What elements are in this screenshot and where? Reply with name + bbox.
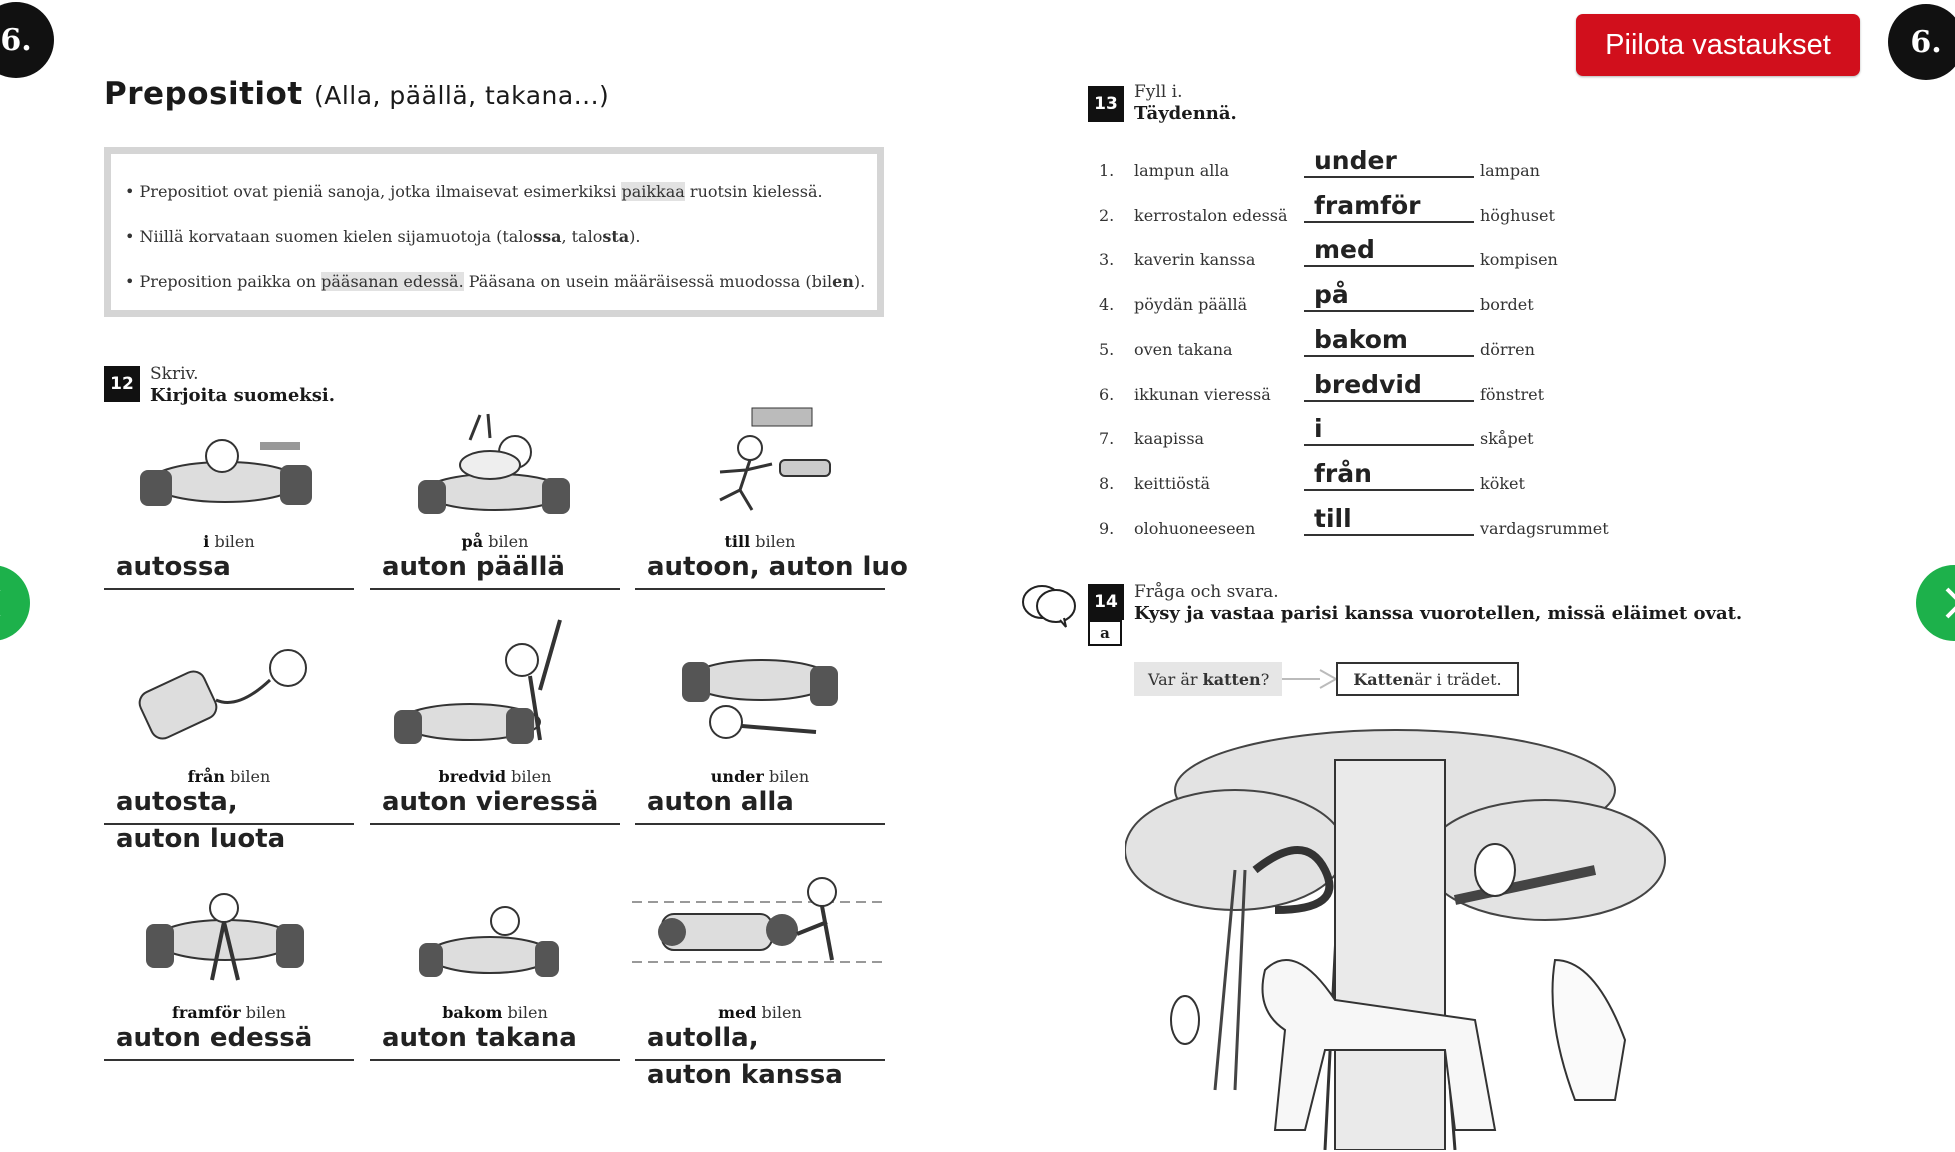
exercise-13-finnish: kaapissa (1134, 429, 1205, 449)
tree-animals-illustration (1125, 720, 1685, 1150)
exercise-13-swedish: vardagsrummet (1480, 518, 1609, 538)
car-illustration-framfor (140, 890, 310, 990)
exercise-13-finnish: pöydän päällä (1134, 295, 1248, 315)
answer-bold: Katten (1353, 669, 1415, 689)
title-subtitle: (Alla, päällä, takana...) (313, 81, 610, 110)
info-box (104, 147, 884, 317)
noun: bilen (502, 1003, 548, 1022)
exercise-13-finnish: ikkunan vieressä (1134, 384, 1271, 404)
exercise-12-number: 12 (104, 366, 140, 402)
exercise-13-swedish: skåpet (1480, 429, 1534, 449)
exercise-13-swedish: bordet (1480, 295, 1534, 315)
info-text: ). (629, 227, 641, 246)
preposition: bredvid (438, 767, 507, 786)
noun: bilen (756, 1003, 802, 1022)
info-text: ruotsin kielessä. (684, 182, 823, 201)
exercise-13-answer: till (1314, 503, 1352, 533)
exercise-13-finnish: olohuoneeseen (1134, 518, 1256, 538)
exercise-12-caption (635, 1003, 885, 1022)
exercise-13-row-number: 5. (1099, 339, 1115, 359)
info-bold: ssa (533, 227, 562, 246)
exercise-12-instruction-sv: Skriv. (150, 364, 199, 384)
exercise-12-answer: auton vieressä (382, 787, 599, 817)
exercise-13-answer: från (1314, 458, 1372, 488)
exercise-13-swedish: dörren (1480, 339, 1535, 359)
preposition: från (187, 767, 225, 786)
exercise-13-answer: på (1314, 280, 1349, 310)
answer-underline (1304, 444, 1474, 446)
noun: bilen (763, 767, 810, 786)
car-illustration-i (130, 420, 320, 520)
info-text: ). (853, 272, 866, 291)
preposition: under (710, 767, 764, 786)
exercise-12-answer: autosta, (116, 787, 238, 817)
dialog-arrow-icon (1282, 668, 1338, 690)
discussion-bubbles-icon (1020, 582, 1078, 628)
exercise-13-row-number: 9. (1099, 518, 1115, 538)
preposition: framför (172, 1003, 241, 1022)
chapter-label: 6. (0, 22, 32, 58)
exercise-13-finnish: keittiöstä (1134, 473, 1211, 493)
exercise-13-finnish: oven takana (1134, 339, 1233, 359)
exercise-13-instruction-fi: Täydennä. (1134, 103, 1237, 124)
exercise-14-number: 14 (1088, 584, 1124, 620)
exercise-12-caption (104, 532, 354, 551)
answer-underline (1304, 400, 1474, 402)
preposition: bakom (442, 1003, 503, 1022)
exercise-13-swedish: höghuset (1480, 205, 1555, 225)
exercise-12-caption (104, 1003, 354, 1022)
exercise-13-row-number: 8. (1099, 473, 1115, 493)
exercise-13-row-number: 1. (1099, 161, 1115, 180)
answer-underline (1304, 489, 1474, 491)
exercise-13-finnish: kaverin kanssa (1134, 250, 1256, 270)
exercise-14-instruction-sv: Fråga och svara. (1134, 582, 1279, 602)
exercise-13-row-number: 6. (1099, 384, 1115, 404)
answer-underline (104, 588, 354, 590)
noun: bilen (750, 532, 796, 551)
noun: bilen (209, 532, 255, 551)
page-title (104, 76, 609, 112)
answer-underline (1304, 355, 1474, 357)
answer-underline (104, 1059, 354, 1061)
exercise-13-answer: med (1314, 235, 1375, 265)
car-illustration-till (680, 400, 850, 520)
info-line-3 (125, 272, 865, 291)
exercise-14-instruction-fi: Kysy ja vastaa parisi kanssa vuorotellen, missä eläimet ovat. (1134, 603, 1743, 624)
exercise-13-swedish: köket (1480, 473, 1525, 493)
answer-underline (370, 1059, 620, 1061)
exercise-12-caption (370, 767, 620, 786)
exercise-13-finnish: lampun alla (1134, 161, 1230, 180)
info-bold: sta (602, 227, 630, 246)
info-text: Pääsana on usein määräisessä muodossa (bil (463, 272, 833, 291)
exercise-13-swedish: lampan (1480, 161, 1540, 180)
next-page-button[interactable] (1916, 565, 1955, 641)
chevron-left-icon (0, 583, 7, 623)
exercise-12-answer: autoon, auton luo (647, 552, 908, 582)
car-illustration-under (676, 640, 846, 750)
exercise-13-number: 13 (1088, 86, 1124, 122)
exercise-12-answer: autossa (116, 552, 231, 582)
exercise-13-row-number: 7. (1099, 429, 1115, 449)
info-bold: en (832, 272, 854, 291)
info-text: • Niillä korvataan suomen kielen sijamuotoja (talo (125, 227, 534, 246)
info-line-2 (125, 227, 640, 246)
answer-underline (1304, 265, 1474, 267)
preposition: med (718, 1003, 757, 1022)
preposition: till (724, 532, 751, 551)
answer-underline (1304, 310, 1474, 312)
car-illustration-pa (410, 410, 580, 520)
answer-underline (635, 823, 885, 825)
exercise-13-answer: i (1314, 414, 1323, 444)
noun: bilen (224, 767, 271, 786)
exercise-14-subpart: a (1088, 620, 1122, 646)
exercise-13-answer: bredvid (1314, 369, 1422, 399)
answer-underline (635, 588, 885, 590)
exercise-13-answer: framför (1314, 190, 1421, 220)
example-question (1134, 662, 1282, 696)
chapter-badge-left (0, 2, 54, 78)
exercise-12-answer: auton takana (382, 1023, 577, 1053)
car-illustration-bredvid (390, 610, 590, 750)
exercise-12-answer: auton päällä (382, 552, 565, 582)
previous-page-button[interactable] (0, 565, 30, 641)
answer-underline (1304, 176, 1474, 178)
car-illustration-fran (138, 640, 318, 750)
exercise-12-caption (370, 532, 620, 551)
exercise-13-row-number: 3. (1099, 250, 1115, 270)
info-highlight: paikkaa (621, 182, 685, 201)
info-text: , talo (561, 227, 603, 246)
answer-underline (370, 588, 620, 590)
chevron-right-icon (1939, 583, 1955, 623)
info-text: • Preposition paikka on (125, 272, 322, 291)
exercise-13-instruction-sv: Fyll i. (1134, 82, 1183, 102)
car-illustration-med (632, 862, 888, 990)
answer-underline (1304, 534, 1474, 536)
exercise-12-answer: auton edessä (116, 1023, 313, 1053)
answer-text: är i trädet. (1414, 669, 1502, 689)
exercise-12-caption (635, 532, 885, 551)
car-illustration-bakom (415, 895, 565, 990)
preposition: på (461, 532, 484, 551)
question-mark: ? (1260, 669, 1270, 689)
noun: bilen (483, 532, 529, 551)
chapter-badge-right (1888, 4, 1955, 80)
exercise-12-caption (370, 1003, 620, 1022)
hide-answers-button[interactable]: Piilota vastaukset (1576, 14, 1860, 76)
question-bold: katten (1202, 669, 1261, 689)
info-highlight: pääsanan edessä. (321, 272, 464, 291)
exercise-12-answer: autolla, (647, 1023, 759, 1053)
answer-underline (370, 823, 620, 825)
exercise-13-row-number: 4. (1099, 295, 1115, 315)
question-text: Var är (1148, 669, 1198, 689)
noun: bilen (506, 767, 552, 786)
noun: bilen (240, 1003, 286, 1022)
info-line-1 (125, 182, 823, 201)
example-answer (1336, 662, 1519, 696)
exercise-13-answer: under (1314, 146, 1397, 175)
preposition: i (203, 532, 210, 551)
info-text: • Prepositiot ovat pieniä sanoja, jotka ilmaisevat esimerkiksi (125, 182, 622, 201)
exercise-12-instruction-fi: Kirjoita suomeksi. (150, 385, 336, 406)
exercise-12-caption (104, 767, 354, 786)
exercise-12-answer-line2: auton luota (116, 824, 286, 854)
title-main: Prepositiot (104, 76, 303, 112)
answer-underline (1304, 221, 1474, 223)
exercise-13-swedish: fönstret (1480, 384, 1545, 404)
exercise-12-caption (635, 767, 885, 786)
exercise-12-answer: auton alla (647, 787, 794, 817)
exercise-12-answer-line2: auton kanssa (647, 1060, 843, 1090)
chapter-label: 6. (1910, 24, 1942, 60)
exercise-13-answer: bakom (1314, 324, 1408, 354)
exercise-13-swedish: kompisen (1480, 250, 1558, 270)
exercise-13-finnish: kerrostalon edessä (1134, 205, 1288, 225)
exercise-13-row-number: 2. (1099, 205, 1115, 225)
